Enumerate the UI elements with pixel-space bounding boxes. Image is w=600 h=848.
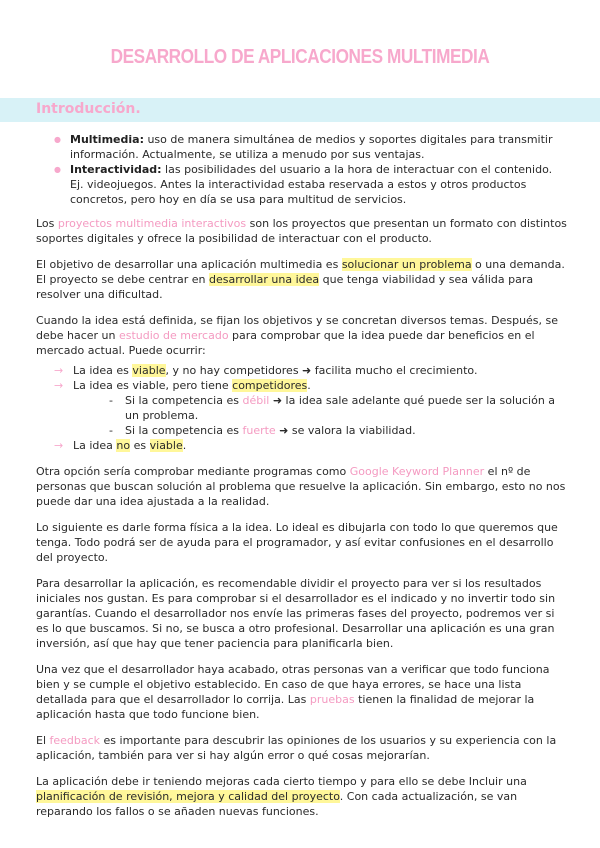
pink-term: estudio de mercado <box>118 329 229 342</box>
paragraph: El feedback es importante para descubrir las opiniones de los usuarios y su experiencia con la aplicación, también para ver si hay algún error o qué cosas mejorarían. <box>36 734 557 762</box>
pink-term: Google Keyword Planner <box>349 465 485 478</box>
paragraph: Lo siguiente es darle forma física a la idea. Lo ideal es dibujarla con todo lo que queremos que tenga. Todo podrá ser de ayuda para el programador, y así evitar confusiones en el desarrollo del proyecto. <box>36 521 558 564</box>
definition-item <box>58 132 568 162</box>
sub-outcome-item: - Si la competencia es fuerte ➜ se valora la viabilidad. <box>109 424 416 437</box>
arrow-icon: → <box>54 439 64 452</box>
highlight: no <box>116 439 131 452</box>
paragraph: El objetivo de desarrollar una aplicación multimedia es solucionar un problema o una demanda. El proyecto se debe centrar en desarrollar una idea que tenga viabilidad y sea válida para resolver una dificultad. <box>36 258 565 301</box>
section-title: Introducción. <box>36 101 141 117</box>
sub-outcome-list <box>73 393 568 438</box>
paragraph: Los proyectos multimedia interactivos son los proyectos que presentan un formato con distintos soportes digitales y ofrece la posibilidad de interactuar con el producto. <box>36 217 567 245</box>
outcome-item: → La idea es viable, pero tiene competidores. - Si la competencia es débil ➜ la idea sale adelante qué puede ser la solución a un problema. - Si la competencia es fuerte ➜ se valora la viabilidad. <box>54 378 568 438</box>
highlight: planificación de revisión, mejora y calidad del proyecto <box>36 790 340 803</box>
outcome-list <box>36 363 568 453</box>
highlight: solucionar un problema <box>341 258 472 271</box>
paragraph: Una vez que el desarrollador haya acabado, otras personas van a verificar que todo funciona bien y se cumple el objetivo establecido. En caso de que haya errores, se hace una lista detallada para que el desarrollador lo corrija. Las pruebas tienen la finalidad de mejorar la aplicación hasta que todo funcione bien. <box>36 663 550 721</box>
document-title: DESARROLLO DE APLICACIONES MULTIMEDIA <box>110 46 490 68</box>
pink-term: proyectos multimedia interactivos <box>57 217 247 230</box>
paragraph: Cuando la idea está definida, se fijan los objetivos y se concretan diversos temas. Después, se debe hacer un estudio de mercado para comprobar que la idea puede dar beneficios en el mercado actual. Puede ocurrir: <box>36 314 559 357</box>
document-body <box>36 132 568 830</box>
highlight: viable <box>132 364 166 377</box>
definition-term: Interactividad: <box>70 163 162 176</box>
definition-text: uso de manera simultánea de medios y soportes digitales para transmitir información. Actualmente, se utiliza a menudo por sus ventajas. <box>70 133 553 161</box>
arrow-icon: → <box>54 364 64 377</box>
pink-term: fuerte <box>242 424 276 437</box>
paragraph: Para desarrollar la aplicación, es recomendable dividir el proyecto para ver si los resultados iniciales nos gustan. Es para comprobar si el desarrollador es el indicado y no invertir todo sin garantías. Cuando el desarrollador nos envíe las primeras fases del proyecto, podremos ver si es lo que buscamos. Si no, se busca a otro profesional. Desarrollar una aplicación es una gran inversión, así que hay que tener paciencia para planificarla bien. <box>36 577 556 650</box>
pink-term: feedback <box>49 734 101 747</box>
pink-term: pruebas <box>309 693 355 706</box>
pink-term: débil <box>242 394 270 407</box>
highlight: competidores <box>232 379 308 392</box>
sub-outcome-item: - Si la competencia es débil ➜ la idea sale adelante qué puede ser la solución a un problema. <box>109 394 556 422</box>
highlight: desarrollar una idea <box>208 273 320 286</box>
paragraph: La aplicación debe ir teniendo mejoras cada cierto tiempo y para ello se debe Incluir una planificación de revisión, mejora y calidad del proyecto. Con cada actualización, se van reparando los fallos o se añaden nuevas funciones. <box>36 775 527 818</box>
definition-term: Multimedia: <box>70 133 144 146</box>
dash-icon: - <box>109 394 113 407</box>
highlight: viable <box>149 439 183 452</box>
definition-text: las posibilidades del usuario a la hora de interactuar con el contenido. Ej. videojuegos. Antes la interactividad estaba reservada a estos y otros productos concretos, pero hoy en día se usa para multitud de servicios. <box>70 163 553 206</box>
outcome-item: → La idea no es viable. <box>54 439 187 452</box>
definition-list <box>36 132 568 207</box>
definition-item <box>58 162 568 207</box>
paragraph: Otra opción sería comprobar mediante programas como Google Keyword Planner el nº de personas que buscan solución al problema que resuelve la aplicación. Sin embargo, esto no nos puede dar una idea ajustada a la realidad. <box>36 465 566 508</box>
dash-icon: - <box>109 424 113 437</box>
outcome-item: → La idea es viable, y no hay competidores ➜ facilita mucho el crecimiento. <box>54 364 478 377</box>
arrow-icon: → <box>54 379 64 392</box>
